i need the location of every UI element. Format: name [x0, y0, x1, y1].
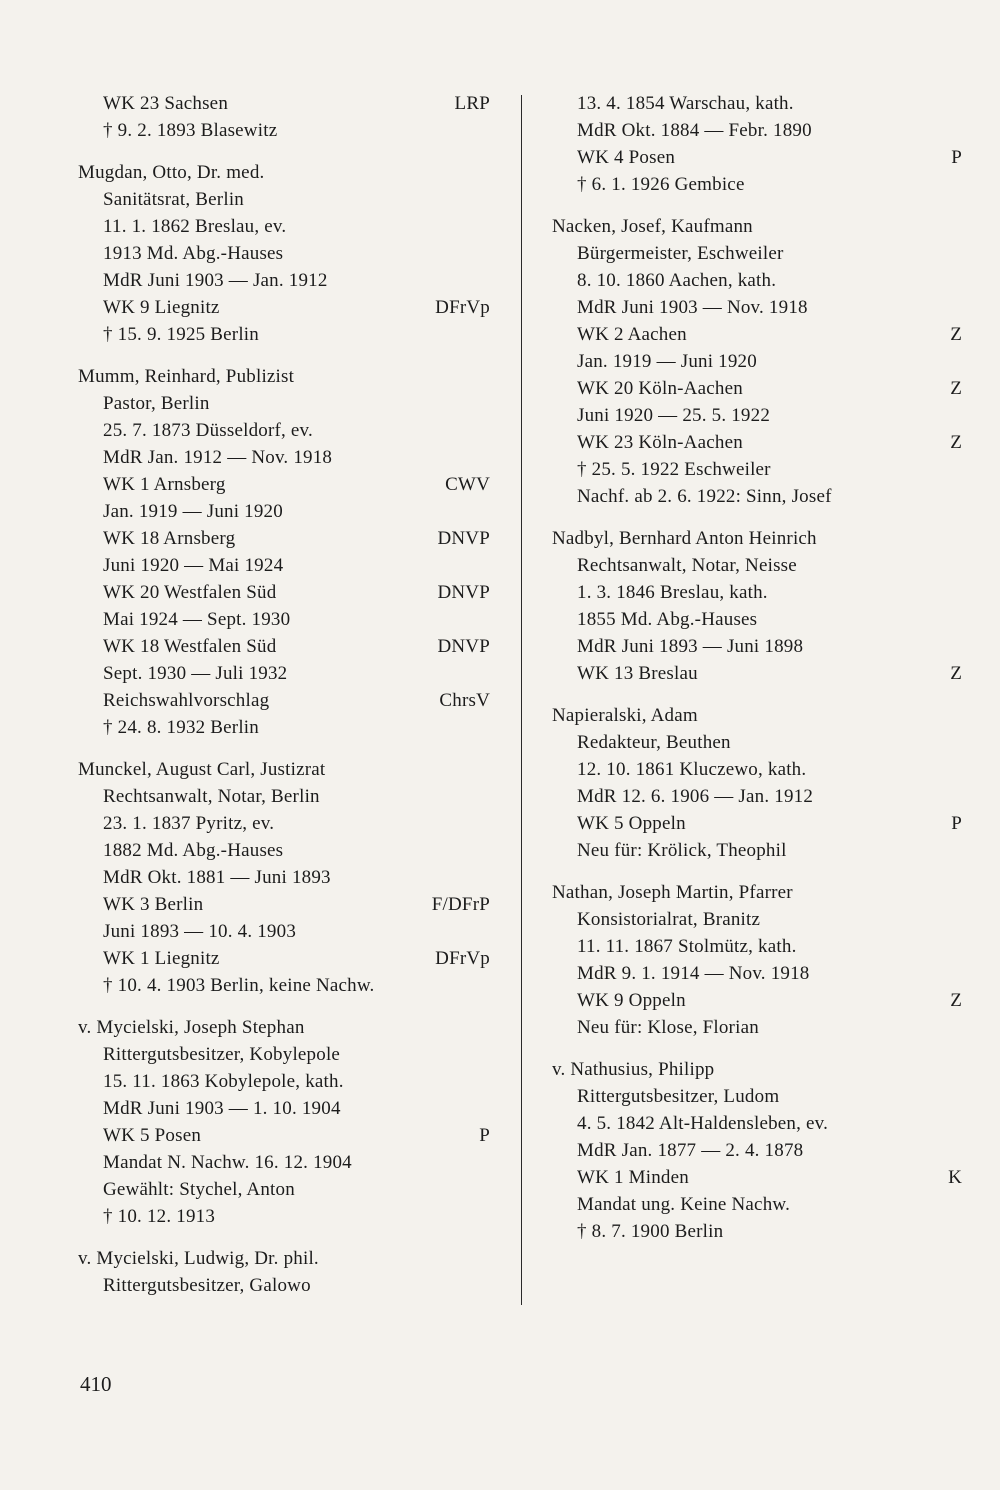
entry-text: Juni 1920 — Mai 1924	[103, 555, 284, 576]
entry-text: WK 9 Liegnitz	[103, 297, 220, 318]
party-tag: Z	[950, 990, 962, 1011]
entry-detail-line	[552, 837, 962, 864]
entry-text: WK 20 Köln-Aachen	[577, 378, 743, 399]
entry-detail-line	[78, 810, 490, 837]
entry-detail-line	[78, 117, 490, 144]
entry-text: 11. 1. 1862 Breslau, ev.	[103, 216, 287, 237]
entry-name-line	[78, 1245, 490, 1272]
entry-detail-line	[552, 348, 962, 375]
entry-name-line	[552, 525, 962, 552]
entry-detail-line	[552, 267, 962, 294]
entry-name-line	[78, 363, 490, 390]
party-tag: P	[951, 813, 962, 834]
party-tag: DNVP	[437, 636, 490, 657]
entry-text: 8. 10. 1860 Aachen, kath.	[577, 270, 777, 291]
entry-detail-line	[552, 987, 962, 1014]
entry-text: Neu für: Krölick, Theophil	[577, 840, 787, 861]
entry-text: MdR Juni 1903 — Nov. 1918	[577, 297, 808, 318]
entry-text: Gewählt: Stychel, Anton	[103, 1179, 295, 1200]
entry-detail-line	[78, 633, 490, 660]
entry-text: Bürgermeister, Eschweiler	[577, 243, 784, 264]
entry-text: Rechtsanwalt, Notar, Neisse	[577, 555, 797, 576]
entry-detail-line	[552, 1218, 962, 1245]
entry-text: Pastor, Berlin	[103, 393, 210, 414]
entry-detail-line	[552, 375, 962, 402]
entry-text: WK 3 Berlin	[103, 894, 204, 915]
register-entry	[78, 363, 490, 741]
party-tag: DFrVp	[435, 948, 490, 969]
party-tag: P	[951, 147, 962, 168]
party-tag: Z	[950, 663, 962, 684]
entry-detail-line	[552, 402, 962, 429]
entry-text: MdR 12. 6. 1906 — Jan. 1912	[577, 786, 814, 807]
entry-text: v. Mycielski, Joseph Stephan	[78, 1017, 305, 1038]
entry-text: Sanitätsrat, Berlin	[103, 189, 244, 210]
entry-detail-line	[552, 606, 962, 633]
entry-detail-line	[78, 1095, 490, 1122]
register-entry	[552, 702, 962, 864]
entry-detail-line	[78, 90, 490, 117]
entry-text: MdR Okt. 1881 — Juni 1893	[103, 867, 331, 888]
entry-detail-line	[552, 1164, 962, 1191]
entry-text: 11. 11. 1867 Stolmütz, kath.	[577, 936, 797, 957]
entry-text: Rittergutsbesitzer, Kobylepole	[103, 1044, 341, 1065]
entry-name-line	[552, 702, 962, 729]
entry-detail-line	[552, 633, 962, 660]
entry-text: † 9. 2. 1893 Blasewitz	[103, 120, 278, 141]
entry-text: MdR Okt. 1884 — Febr. 1890	[577, 120, 812, 141]
entry-text: 1855 Md. Abg.-Hauses	[577, 609, 758, 630]
entry-text: 25. 7. 1873 Düsseldorf, ev.	[103, 420, 313, 441]
entry-detail-line	[78, 837, 490, 864]
entry-text: † 8. 7. 1900 Berlin	[577, 1221, 724, 1242]
entry-detail-line	[78, 417, 490, 444]
entry-text: WK 23 Sachsen	[103, 93, 229, 114]
entry-detail-line	[78, 1149, 490, 1176]
entry-text: † 6. 1. 1926 Gembice	[577, 174, 745, 195]
entry-text: WK 18 Arnsberg	[103, 528, 236, 549]
entry-text: Jan. 1919 — Juni 1920	[577, 351, 757, 372]
party-tag: Z	[950, 378, 962, 399]
entry-detail-line	[78, 213, 490, 240]
party-tag: K	[948, 1167, 962, 1188]
entry-detail-line	[78, 783, 490, 810]
entry-text: Rittergutsbesitzer, Galowo	[103, 1275, 311, 1296]
entry-text: Munckel, August Carl, Justizrat	[78, 759, 326, 780]
party-tag: F/DFrP	[431, 894, 490, 915]
entry-detail-line	[78, 294, 490, 321]
left-column	[78, 90, 490, 1314]
right-column	[552, 90, 962, 1260]
entry-detail-line	[78, 579, 490, 606]
register-entry	[552, 879, 962, 1041]
entry-text: WK 4 Posen	[577, 147, 676, 168]
entry-text: † 15. 9. 1925 Berlin	[103, 324, 259, 345]
entry-text: 4. 5. 1842 Alt-Haldensleben, ev.	[577, 1113, 829, 1134]
entry-detail-line	[552, 810, 962, 837]
entry-detail-line	[78, 972, 490, 999]
entry-text: † 10. 12. 1913	[103, 1206, 216, 1227]
entry-detail-line	[552, 933, 962, 960]
entry-text: MdR Juni 1903 — Jan. 1912	[103, 270, 328, 291]
party-tag: Z	[950, 432, 962, 453]
entry-detail-line	[78, 1203, 490, 1230]
entry-text: MdR Jan. 1912 — Nov. 1918	[103, 447, 333, 468]
entry-name-line	[552, 1056, 962, 1083]
register-entry	[552, 1056, 962, 1245]
entry-text: † 24. 8. 1932 Berlin	[103, 717, 259, 738]
entry-text: Nadbyl, Bernhard Anton Heinrich	[552, 528, 817, 549]
entry-detail-line	[78, 498, 490, 525]
party-tag: Z	[950, 324, 962, 345]
entry-text: Nachf. ab 2. 6. 1922: Sinn, Josef	[577, 486, 832, 507]
entry-text: Sept. 1930 — Juli 1932	[103, 663, 288, 684]
entry-detail-line	[552, 117, 962, 144]
entry-text: Reichswahlvorschlag	[103, 690, 270, 711]
register-entry	[78, 159, 490, 348]
entry-detail-line	[552, 1014, 962, 1041]
entry-text: Neu für: Klose, Florian	[577, 1017, 759, 1038]
entry-detail-line	[78, 714, 490, 741]
entry-detail-line	[552, 240, 962, 267]
entry-text: WK 18 Westfalen Süd	[103, 636, 277, 657]
entry-text: Mandat ung. Keine Nachw.	[577, 1194, 791, 1215]
entry-text: Mugdan, Otto, Dr. med.	[78, 162, 265, 183]
entry-detail-line	[552, 906, 962, 933]
entry-detail-line	[78, 918, 490, 945]
party-tag: DNVP	[437, 528, 490, 549]
entry-text: v. Mycielski, Ludwig, Dr. phil.	[78, 1248, 319, 1269]
entry-text: Mai 1924 — Sept. 1930	[103, 609, 291, 630]
entry-name-line	[78, 756, 490, 783]
entry-detail-line	[78, 321, 490, 348]
entry-detail-line	[78, 240, 490, 267]
entry-detail-line	[552, 756, 962, 783]
entry-text: MdR 9. 1. 1914 — Nov. 1918	[577, 963, 810, 984]
entry-text: v. Nathusius, Philipp	[552, 1059, 715, 1080]
entry-detail-line	[78, 1041, 490, 1068]
entry-text: 23. 1. 1837 Pyritz, ev.	[103, 813, 275, 834]
party-tag: ChrsV	[439, 690, 490, 711]
entry-detail-line	[78, 444, 490, 471]
entry-detail-line	[552, 1137, 962, 1164]
column-divider	[521, 95, 522, 1305]
entry-detail-line	[552, 960, 962, 987]
register-entry	[78, 756, 490, 999]
register-entry	[552, 90, 962, 198]
entry-detail-line	[552, 552, 962, 579]
entry-detail-line	[78, 186, 490, 213]
entry-text: † 10. 4. 1903 Berlin, keine Nachw.	[103, 975, 375, 996]
entry-text: Napieralski, Adam	[552, 705, 698, 726]
entry-text: 1882 Md. Abg.-Hauses	[103, 840, 284, 861]
entry-detail-line	[552, 1083, 962, 1110]
entry-detail-line	[78, 267, 490, 294]
entry-text: Juni 1920 — 25. 5. 1922	[577, 405, 771, 426]
entry-text: MdR Juni 1903 — 1. 10. 1904	[103, 1098, 341, 1119]
entry-detail-line	[78, 1176, 490, 1203]
entry-text: WK 1 Arnsberg	[103, 474, 226, 495]
entry-text: Rechtsanwalt, Notar, Berlin	[103, 786, 320, 807]
entry-text: † 25. 5. 1922 Eschweiler	[577, 459, 771, 480]
entry-detail-line	[78, 1068, 490, 1095]
entry-detail-line	[78, 945, 490, 972]
entry-text: Jan. 1919 — Juni 1920	[103, 501, 283, 522]
entry-detail-line	[552, 660, 962, 687]
entry-detail-line	[78, 1272, 490, 1299]
entry-text: Nacken, Josef, Kaufmann	[552, 216, 753, 237]
entry-detail-line	[78, 891, 490, 918]
entry-detail-line	[78, 390, 490, 417]
entry-text: 12. 10. 1861 Kluczewo, kath.	[577, 759, 807, 780]
entry-detail-line	[552, 729, 962, 756]
entry-name-line	[552, 213, 962, 240]
register-entry	[552, 525, 962, 687]
page-number: 410	[80, 1372, 112, 1396]
entry-text: WK 5 Posen	[103, 1125, 202, 1146]
entry-detail-line	[552, 144, 962, 171]
register-entry	[78, 1014, 490, 1230]
entry-text: Rittergutsbesitzer, Ludom	[577, 1086, 780, 1107]
entry-detail-line	[78, 471, 490, 498]
entry-text: WK 5 Oppeln	[577, 813, 686, 834]
party-tag: DFrVp	[435, 297, 490, 318]
entry-text: Juni 1893 — 10. 4. 1903	[103, 921, 297, 942]
entry-text: 13. 4. 1854 Warschau, kath.	[577, 93, 794, 114]
entry-detail-line	[78, 864, 490, 891]
entry-detail-line	[552, 1110, 962, 1137]
entry-text: MdR Jan. 1877 — 2. 4. 1878	[577, 1140, 804, 1161]
register-entry	[78, 90, 490, 144]
register-entry	[78, 1245, 490, 1299]
party-tag: CWV	[445, 474, 490, 495]
entry-text: 1913 Md. Abg.-Hauses	[103, 243, 284, 264]
entry-text: WK 9 Oppeln	[577, 990, 686, 1011]
entry-text: 15. 11. 1863 Kobylepole, kath.	[103, 1071, 344, 1092]
entry-detail-line	[552, 90, 962, 117]
party-tag: DNVP	[437, 582, 490, 603]
entry-detail-line	[552, 294, 962, 321]
entry-text: WK 13 Breslau	[577, 663, 698, 684]
entry-text: 1. 3. 1846 Breslau, kath.	[577, 582, 768, 603]
entry-detail-line	[552, 579, 962, 606]
entry-detail-line	[78, 660, 490, 687]
entry-name-line	[552, 879, 962, 906]
party-tag: LRP	[454, 93, 490, 114]
party-tag: P	[479, 1125, 490, 1146]
entry-text: WK 1 Liegnitz	[103, 948, 220, 969]
entry-detail-line	[552, 171, 962, 198]
entry-detail-line	[552, 321, 962, 348]
entry-text: WK 20 Westfalen Süd	[103, 582, 277, 603]
entry-detail-line	[552, 483, 962, 510]
entry-text: WK 2 Aachen	[577, 324, 687, 345]
entry-text: Mandat N. Nachw. 16. 12. 1904	[103, 1152, 352, 1173]
entry-detail-line	[552, 429, 962, 456]
register-entry	[552, 213, 962, 510]
entry-text: Mumm, Reinhard, Publizist	[78, 366, 295, 387]
entry-name-line	[78, 159, 490, 186]
entry-text: Konsistorialrat, Branitz	[577, 909, 761, 930]
entry-text: Nathan, Joseph Martin, Pfarrer	[552, 882, 793, 903]
entry-detail-line	[552, 456, 962, 483]
entry-text: MdR Juni 1893 — Juni 1898	[577, 636, 804, 657]
entry-detail-line	[552, 783, 962, 810]
entry-detail-line	[78, 525, 490, 552]
entry-text: Redakteur, Beuthen	[577, 732, 731, 753]
entry-detail-line	[78, 687, 490, 714]
entry-name-line	[78, 1014, 490, 1041]
entry-detail-line	[78, 606, 490, 633]
entry-detail-line	[552, 1191, 962, 1218]
entry-detail-line	[78, 1122, 490, 1149]
entry-text: WK 23 Köln-Aachen	[577, 432, 743, 453]
entry-detail-line	[78, 552, 490, 579]
entry-text: WK 1 Minden	[577, 1167, 689, 1188]
